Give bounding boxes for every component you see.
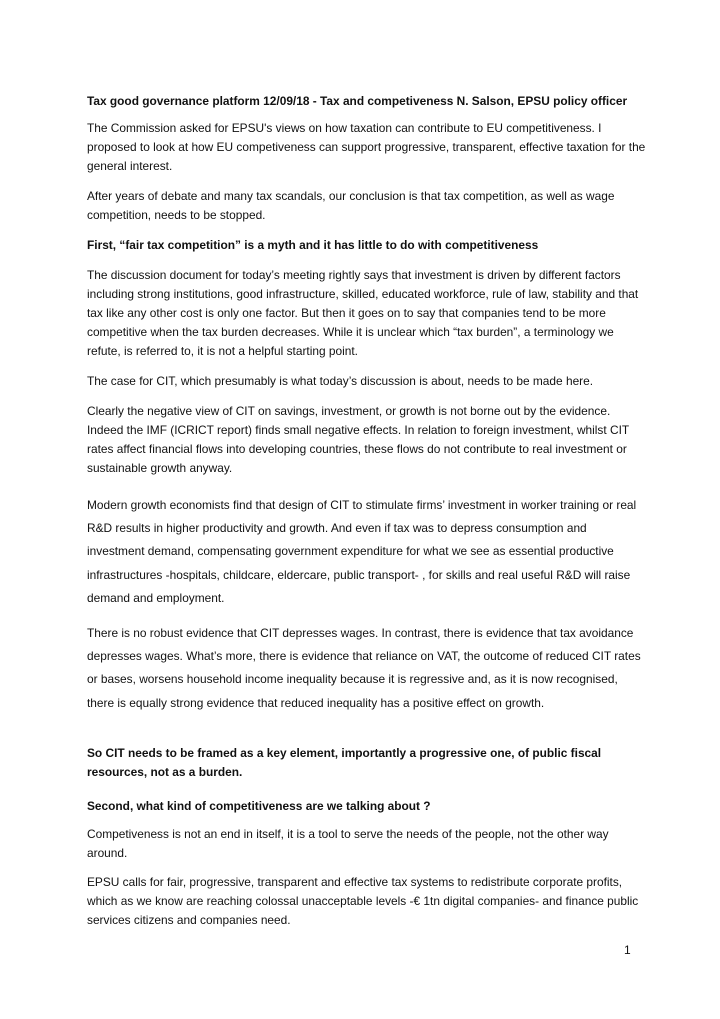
section-heading-fair-tax-competition: First, “fair tax competition” is a myth and it has little to do with competitiveness (87, 238, 539, 252)
paragraph-epsu-calls: EPSU calls for fair, progressive, transparent and effective tax systems to redistribute corporate profits, which as we know are reaching colossal unacceptable levels -€ 1tn digital companies- and finance public services citizens and companies need. (87, 875, 639, 927)
paragraph-discussion-document: The discussion document for today’s meeting rightly says that investment is driven by different factors including strong institutions, good infrastructure, skilled, educated workforce, rule of law, stability and that tax like any other cost is only one factor. But then it goes on to say that companies tend to be more competitive when the tax burden decreases. While it is unclear which “tax burden”, a terminology we refute, is referred to, it is not a helpful starting point. (87, 268, 639, 358)
paragraph-cit-framing: So CIT needs to be framed as a key element, importantly a progressive one, of public fiscal resources, not as a burden. (87, 746, 602, 779)
document-heading: Tax good governance platform 12/09/18 - Tax and competiveness N. Salson, EPSU policy officer (87, 94, 628, 108)
paragraph-competiveness-tool: Competiveness is not an end in itself, it is a tool to serve the needs of the people, not the other way around. (87, 827, 609, 860)
section-heading-competitiveness: Second, what kind of competitiveness are we talking about ? (87, 799, 431, 813)
paragraph-growth-economists: Modern growth economists find that design of CIT to stimulate firms’ investment in worker training or real R&D results in higher productivity and growth. And even if tax was to depress consumption and investment demand, compensating government expenditure for what we see as essential productive infrastructures -hospitals, childcare, eldercare, public transport- , for skills and real useful R&D will raise demand and employment. (87, 498, 637, 605)
paragraph-wages-evidence: There is no robust evidence that CIT depresses wages. In contrast, there is evidence that tax avoidance depresses wages. What’s more, there is evidence that reliance on VAT, the outcome of reduced CIT rates or bases, worsens household income inequality because it is regressive and, as it is now recognised, there is equally strong evidence that reduced inequality has a positive effect on growth. (87, 626, 641, 710)
paragraph-case-for-cit: The case for CIT, which presumably is what today’s discussion is about, needs to be made here. (87, 374, 594, 388)
paragraph-negative-view: Clearly the negative view of CIT on savings, investment, or growth is not borne out by the evidence. Indeed the IMF (ICRICT report) finds small negative effects. In relation to foreign investment, whilst CIT rates affect financial flows into developing countries, these flows do not contribute to real investment or sustainable growth anyway. (87, 404, 629, 475)
page-number: 1 (624, 943, 631, 957)
paragraph-commission-request: The Commission asked for EPSU's views on how taxation can contribute to EU competitiveness. I proposed to look at how EU competiveness can support progressive, transparent, effective taxation for the general interest. (87, 121, 646, 173)
paragraph-conclusion: After years of debate and many tax scandals, our conclusion is that tax competition, as well as wage competition, needs to be stopped. (87, 189, 615, 222)
